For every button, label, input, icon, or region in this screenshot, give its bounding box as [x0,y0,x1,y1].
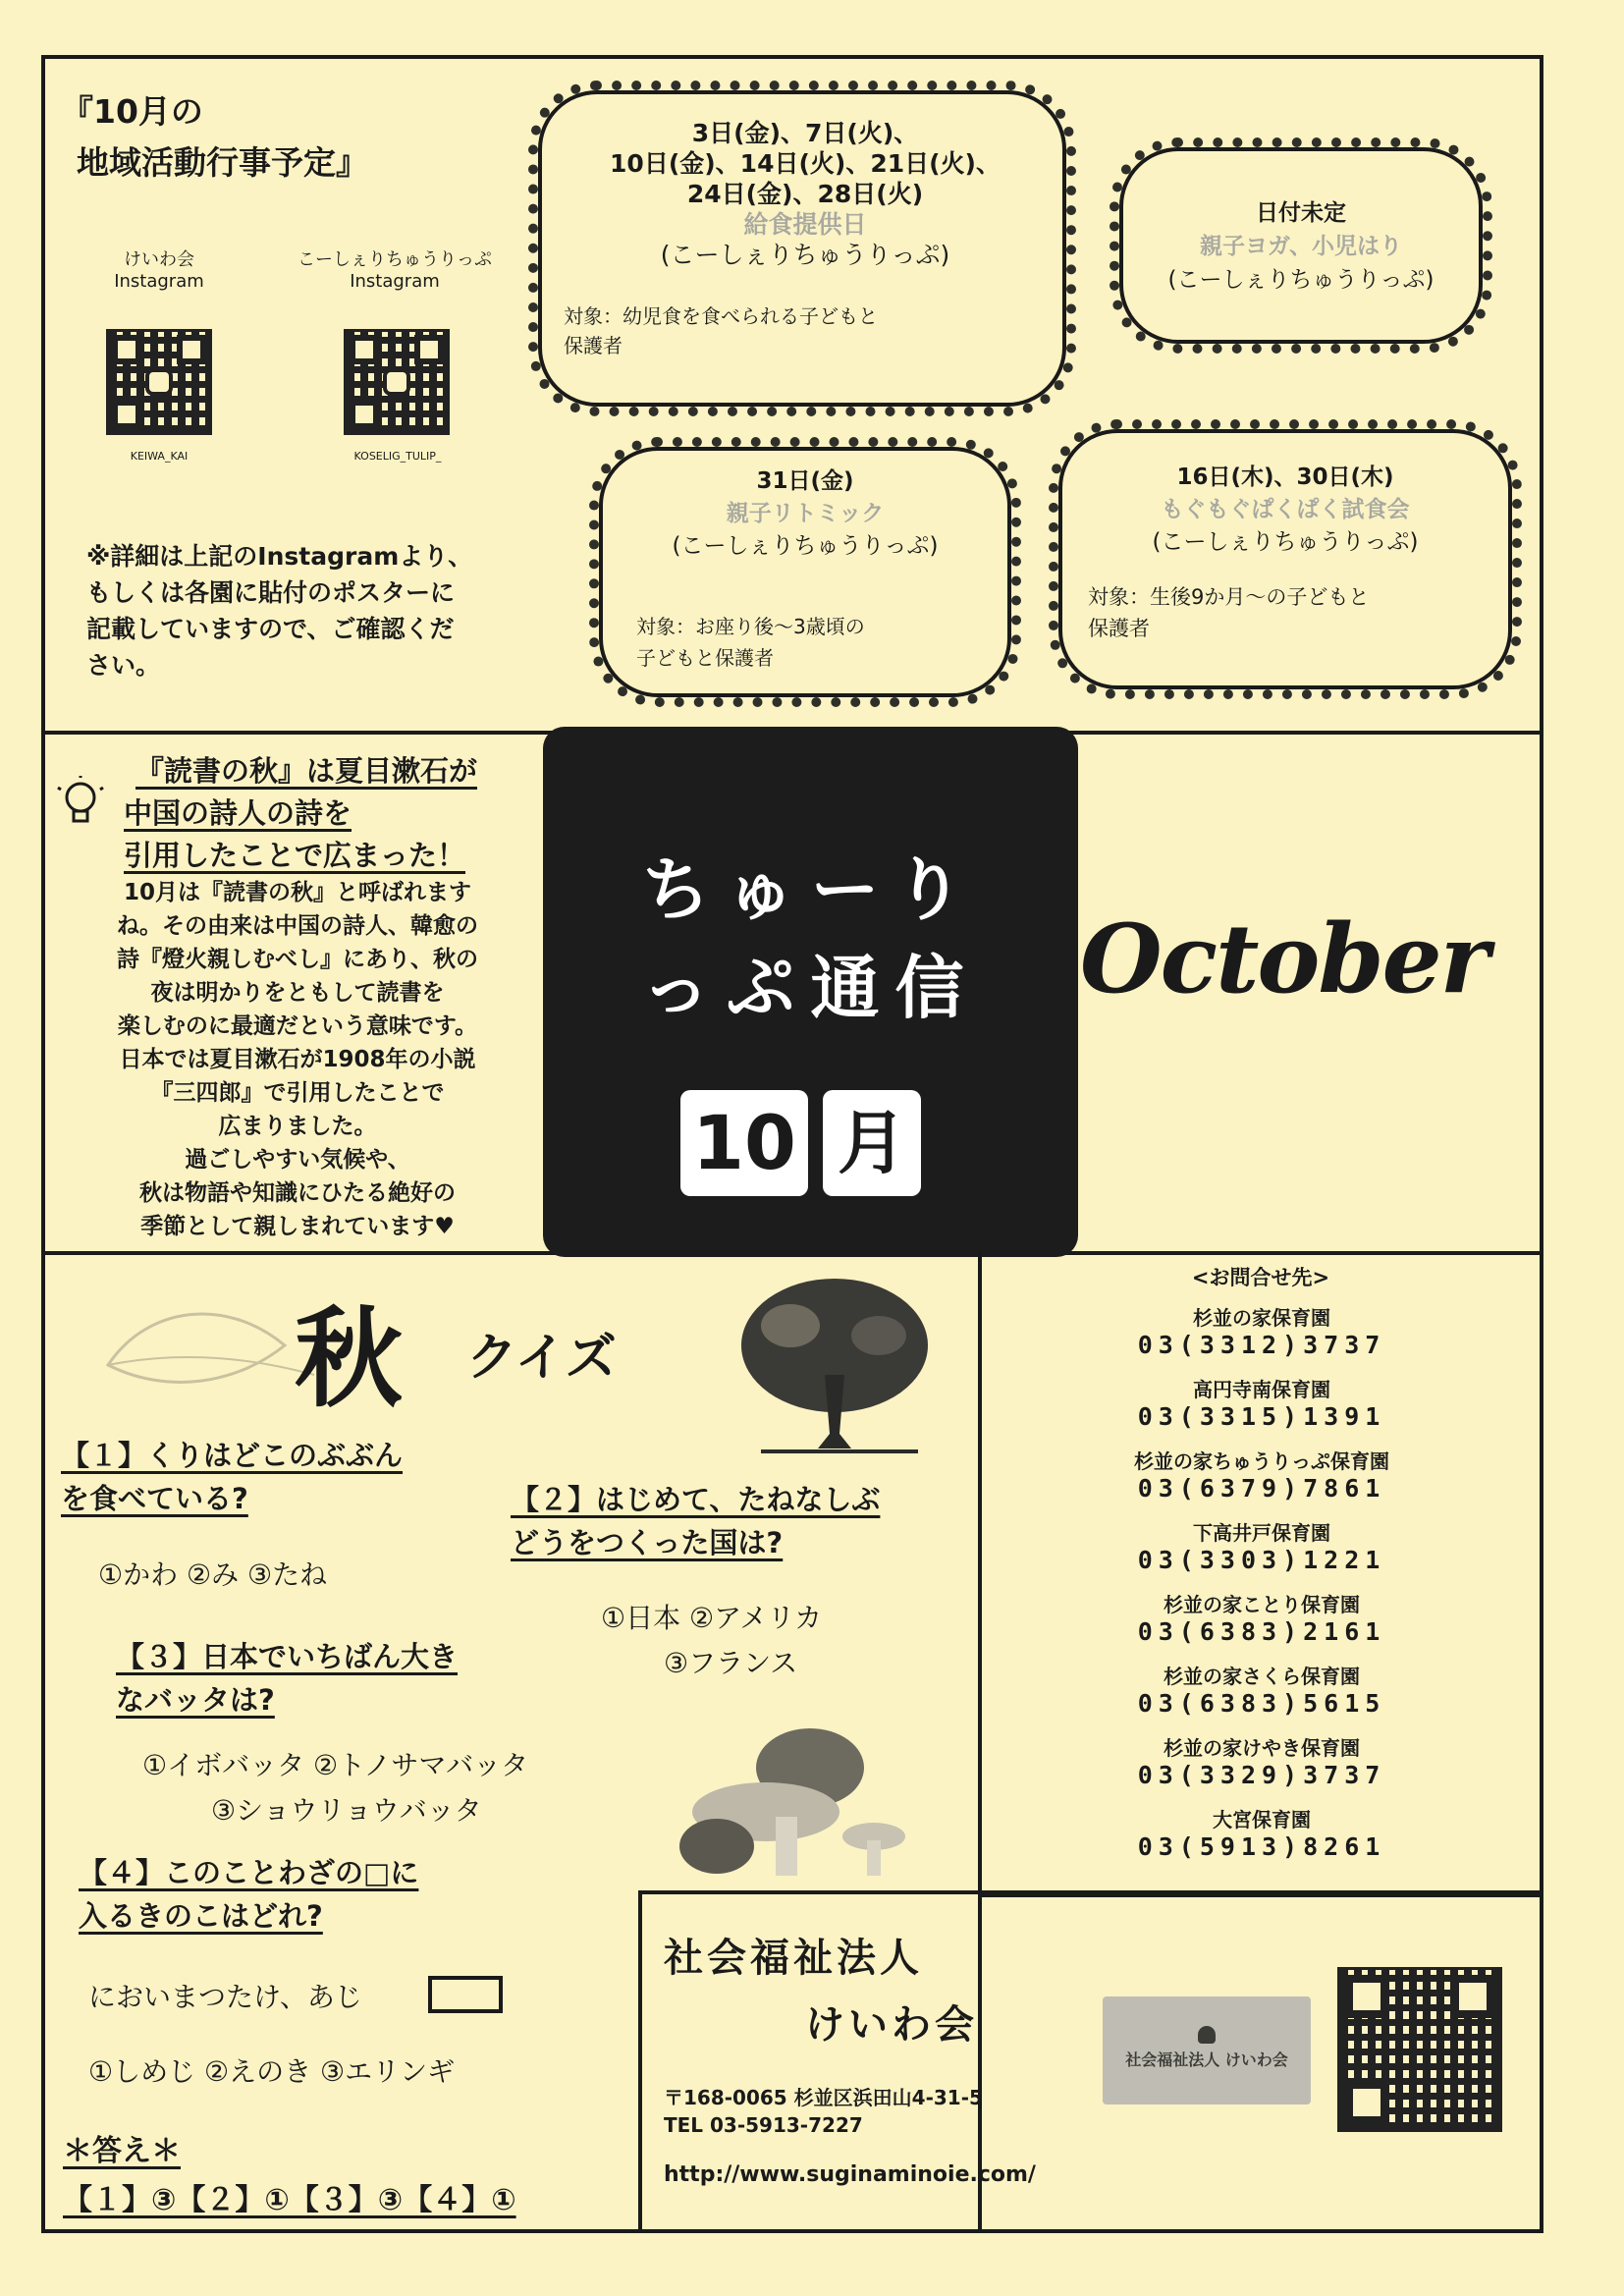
contact-tel[interactable]: 03(3329)3737 [1137,1761,1386,1789]
reading-line-2: 詩『燈火親しむべし』にあり、秋の [117,947,478,972]
events-heading [61,86,368,189]
quiz-q1 [61,1434,403,1520]
quiz-q2-line1: 【２】はじめて、たねなしぶ [511,1483,881,1516]
leaf-icon [88,1286,324,1414]
quiz-q1-line1: 【１】くりはどこのぶぶん [61,1439,404,1472]
rhythmic-title: 親子リトミック [726,501,885,526]
org-logo-text: 社会福祉法人 けいわ会 [1125,2050,1288,2069]
event-cloud-yoga-content [1119,196,1483,297]
instagram-tulip-label: Instagram [350,271,440,292]
contact-tel[interactable]: 03(5913)8261 [1137,1832,1386,1861]
contacts-list [1041,1302,1483,1876]
lunch-target [564,301,878,360]
yoga-title: 親子ヨガ、小児はり [1199,234,1403,259]
quiz-q2-line2: どうをつくった国は? [511,1526,784,1559]
october-script: October [1080,903,1489,1014]
newsletter-title-block [543,727,1078,1257]
contact-item [1041,1732,1483,1804]
reading-line-5: 日本では夏目漱石が1908年の小説 [119,1047,476,1072]
quiz-q3-choices [142,1743,528,1833]
quiz-word: クイズ [466,1329,617,1388]
instagram-tulip-name: こーしぇりちゅうりっぷ [298,249,492,270]
month-number-tile: 10 [680,1090,808,1196]
org-tel: TEL 03-5913-7227 [664,2113,863,2137]
quiz-q3-choices-1: ①イボバッタ ②トノサマバッタ [142,1749,529,1781]
instagram-keiwa-name: けいわ会 [124,249,194,270]
contact-item [1041,1374,1483,1446]
contact-name: 大宮保育園 [1213,1808,1311,1831]
event-cloud-tasting-content [1058,462,1512,559]
contact-name: 杉並の家さくら保育園 [1164,1665,1360,1688]
quiz-q3-line2: なバッタは? [116,1683,275,1717]
contact-name: 杉並の家ことり保育園 [1164,1593,1360,1616]
event-cloud-lunch-content [550,118,1060,270]
contact-item [1041,1661,1483,1732]
org-website-qr-icon[interactable] [1337,1967,1502,2132]
instagram-tulip-qr-icon[interactable] [344,329,450,435]
quiz-q2-choices-1: ①日本 ②アメリカ [601,1602,823,1634]
org-address: 〒168-0065 杉並区浜田山4-31-5 [664,2086,983,2109]
reading-body [57,876,538,1243]
lightbulb-icon [57,776,104,837]
contact-item [1041,1517,1483,1589]
instagram-keiwa [90,246,228,292]
contact-name: 杉並の家ちゅうりっぷ保育園 [1134,1449,1389,1473]
instagram-tulip [267,246,522,292]
quiz-q3-choices-2: ③ショウリョウバッタ [211,1794,482,1827]
org-name-line2: けいわ会 [805,2002,978,2048]
yoga-place: (こーしぇりちゅうりっぷ) [1167,267,1435,293]
quiz-q3 [116,1635,458,1722]
reading-line-7: 広まりました。 [218,1114,377,1139]
lunch-target-1: 対象：幼児食を食べられる子どもと [564,304,878,328]
lunch-dates-1: 3日(金)、7日(火)、 [691,119,919,147]
reading-line-1: ね。その由来は中国の詩人、韓愈の [117,913,478,939]
contact-name: 下高井戸保育園 [1193,1521,1330,1545]
contact-name: 杉並の家けやき保育園 [1164,1736,1360,1760]
quiz-q4-line1: 【４】このことわざの□に [79,1856,419,1889]
contacts-header: <お問合せ先> [1191,1266,1330,1289]
reading-line-6: 『三四郎』で引用したことで [150,1080,445,1106]
contact-tel[interactable]: 03(3312)3737 [1137,1331,1386,1359]
quiz-kanji: 秋 [295,1295,403,1422]
reading-heading [124,750,477,877]
reading-heading-2: 中国の詩人の詩を [124,796,352,830]
reading-line-3: 夜は明かりをともして読書を [150,980,445,1006]
events-heading-line2: 地域活動行事予定』 [77,143,368,182]
quiz-q4-blank-box [428,1976,503,2013]
rhythmic-dates: 31日(金) [756,468,854,494]
contact-name: 高円寺南保育園 [1193,1378,1330,1401]
rhythmic-target-1: 対象：お座り後～3歳頃の [636,615,865,638]
org-logo-tulip-icon [1198,2026,1216,2044]
reading-heading-3: 引用したことで広まった！ [124,839,466,872]
contact-item [1041,1446,1483,1517]
contact-item [1041,1589,1483,1661]
tasting-place: (こーしぇりちゅうりっぷ) [1152,529,1419,555]
contact-tel[interactable]: 03(6383)2161 [1137,1617,1386,1646]
quiz-q4-line2: 入るきのこはどれ? [79,1899,323,1933]
events-heading-line1: 『10月の [61,92,203,131]
newsletter-title-line1: ちゅーり [641,849,980,930]
event-cloud-rhythmic-content [599,465,1011,563]
rhythmic-target [636,611,865,674]
newsletter-title-line2: っぷ通信 [641,948,980,1028]
contact-tel[interactable]: 03(6383)5615 [1137,1689,1386,1718]
reading-line-10: 季節として親しまれています♥ [140,1214,455,1239]
instagram-keiwa-handle: KEIWA_KAI [130,450,189,463]
tasting-target [1088,581,1369,644]
instagram-keiwa-label: Instagram [114,271,204,292]
reading-line-9: 秋は物語や知識にひたる絶好の [139,1180,456,1206]
lunch-dates-3: 24日(金)、28日(火) [686,180,924,208]
quiz-q4 [79,1851,418,1938]
quiz-q1-choices: ①かわ ②み ③たね [98,1558,328,1591]
lunch-place: (こーしぇりちゅうりっぷ) [660,241,950,269]
org-website-link[interactable]: http://www.suginaminoie.com/ [664,2162,1036,2187]
contact-item [1041,1804,1483,1876]
tasting-target-1: 対象：生後9か月～の子どもと [1088,585,1370,609]
mushroom-hedgehog-icon [673,1719,918,1886]
reading-line-0: 10月は『読書の秋』と呼ばれます [123,880,471,905]
month-kanji-tile: 月 [823,1090,921,1196]
quiz-q3-line1: 【３】日本でいちばん大き [116,1640,459,1673]
contact-item [1041,1302,1483,1374]
contact-tel[interactable]: 03(3303)1221 [1137,1546,1386,1574]
instagram-keiwa-qr-icon[interactable] [106,329,212,435]
events-note: ※詳細は上記のInstagramより、もしくは各園に貼付のポスターに記載していますので、ご確認ください。 [86,542,473,680]
quiz-q4-text: においまつたけ、あじ [88,1981,362,2013]
lunch-title: 給食提供日 [743,210,867,239]
quiz-answer-label: ＊答え＊ [63,2134,181,2168]
quiz-answers: 【１】③【２】①【３】③【４】① [63,2183,516,2217]
quiz-q2-choices [601,1596,822,1686]
org-name-line1: 社会福祉法人 [664,1936,923,1981]
tasting-title: もぐもぐぱくぱく試食会 [1161,497,1410,522]
tree-icon [731,1267,938,1463]
tasting-target-2: 保護者 [1088,617,1150,640]
quiz-q2-choices-2: ③フランス [664,1647,798,1679]
yoga-dates: 日付未定 [1256,200,1346,226]
contact-tel[interactable]: 03(6379)7861 [1137,1474,1386,1503]
rhythmic-target-2: 子どもと保護者 [636,646,774,670]
reading-heading-1: 『読書の秋』は夏目漱石が [135,754,478,788]
quiz-q4-choices: ①しめじ ②えのき ③エリンギ [88,2055,456,2088]
reading-line-8: 過ごしやすい気候や、 [185,1147,410,1173]
quiz-q2 [511,1478,880,1564]
tasting-dates: 16日(木)、30日(木) [1176,465,1394,490]
org-logo [1103,1996,1311,2105]
lunch-target-2: 保護者 [564,334,623,357]
rhythmic-place: (こーしぇりちゅうりっぷ) [672,533,939,559]
quiz-q1-line2: を食べている? [61,1482,248,1515]
reading-line-4: 楽しむのに最適だという意味です。 [117,1013,478,1039]
contact-name: 杉並の家保育園 [1193,1306,1330,1330]
instagram-tulip-handle: KOSELIG_TULIP_ [353,450,442,463]
lunch-dates-2: 10日(金)、14日(火)、21日(火)、 [610,149,1001,178]
contact-tel[interactable]: 03(3315)1391 [1137,1402,1386,1431]
